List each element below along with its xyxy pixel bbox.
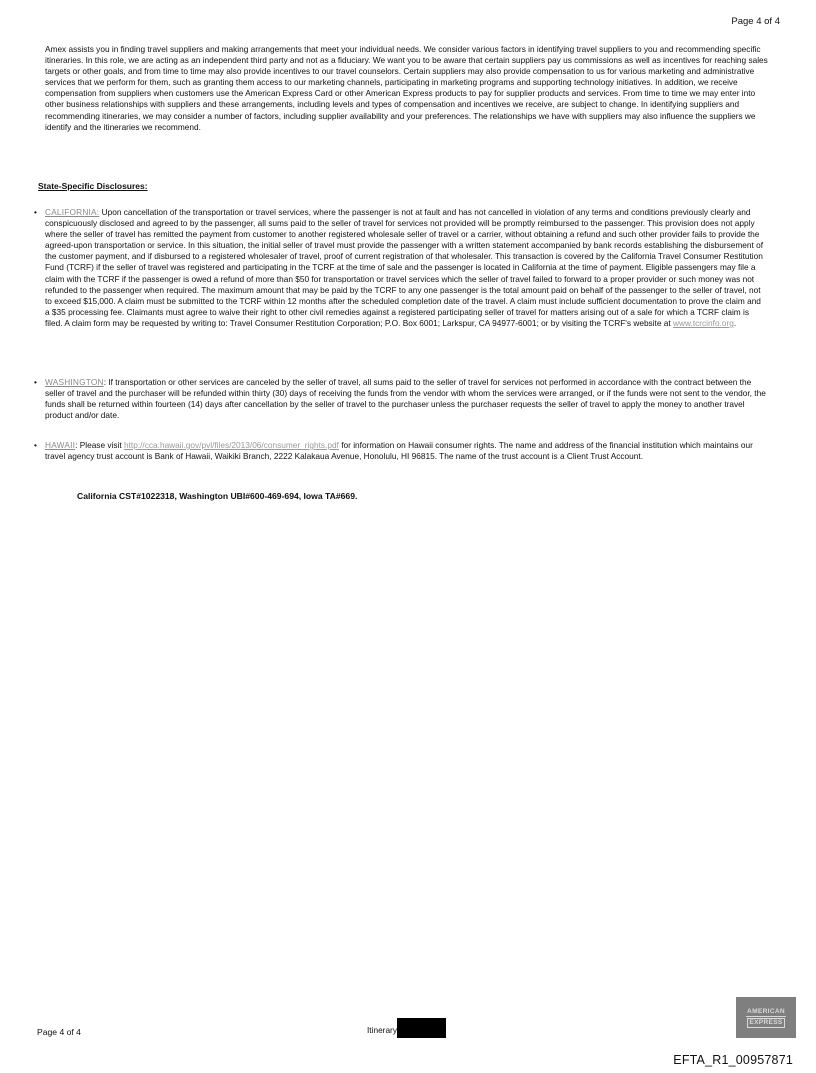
registration-numbers: California CST#1022318, Washington UBI#600-469-694, Iowa TA#669.	[77, 491, 358, 501]
washington-text: : If transportation or other services are canceled by the seller of travel, all sums paid to the seller of travel for services not performed in accordance with the contract between the seller of travel and the purchaser will be refunded within thirty (30) days of receiving the funds from the vendor with whom the services were arranged, or if the funds were not sent to the vendor, the funds shall be returned within fourteen (14) days after cancellation by the seller of travel to the purchaser unless the purchaser requests the seller of travel to apply the money to another travel product and/or date.	[45, 377, 766, 421]
bullet-dot: •	[34, 377, 37, 387]
logo-line-american: AMERICAN	[747, 1007, 785, 1015]
california-disclosure-body	[45, 207, 767, 329]
washington-disclosure-body	[45, 377, 767, 421]
redaction-block	[397, 1018, 446, 1038]
hawaii-text-after: for information on Hawaii consumer rights. The name and address of the financial institution which maintains our travel agency trust account is Bank of Hawaii, Waikiki Branch, 2222 Kalakaua Avenue, Honolulu, HI 96815. The name of the trust account is a Client Trust Account.	[45, 440, 753, 462]
washington-disclosure	[34, 377, 779, 421]
california-end: .	[733, 317, 737, 328]
hawaii-disclosure	[34, 440, 779, 462]
washington-label: WASHINGTON	[45, 377, 104, 387]
bullet-dot: •	[34, 440, 37, 450]
california-text: Upon cancellation of the transportation or travel services, where the passenger is not at fault and has not cancelled in violation of any terms and conditions previously clearly and conspicuously disclosed and agreed to by the passenger, all sums paid to the seller of travel for services not provided will be promptly reimbursed to the passenger. This provision does not apply where the seller of travel has remitted the payment from customer to another registered wholesale seller of travel or a carrier, without obtaining a refund and such other provider fails to provide the agreed-upon transportation or service. In this situation, the initial seller of travel must provide the passenger with a written statement accompanied by bank records establishing the disbursement of the customer payment, and if disbursed to a registered wholesaler of travel, proof of current registration of that wholesaler. This transaction is covered by the California Travel Consumer Restitution Fund (TCRF) if the seller of travel was registered and participating in the TCRF at the time of sale and the passenger is located in California at the time of payment. Eligible passengers may file a claim with the TCRF if the passenger is owed a refund of more than $50 for transportation or travel services which the seller of travel failed to forward to a proper provider or such money was not refunded to the passenger when required. The maximum amount that may be paid by the TCRF to any one passenger is the total amount paid on behalf of the passenger to the seller of travel, not to exceed $15,000. A claim must be submitted to the TCRF within 12 months after the scheduled completion date of the travel. A claim must include sufficient documentation to prove the claim and a $35 processing fee. Claimants must agree to waive their right to other civil remedies against a registered participating seller of travel for matters arising out of a sale for which a TCRF claim is filed. A claim form may be requested by writing to: Travel Consumer Restitution Corporation; P.O. Box 6001; Larkspur, CA 94977-6001; or by visiting the TCRF's website at	[45, 207, 764, 328]
hawaii-text-before: : Please visit	[75, 440, 124, 450]
document-id: EFTA_R1_00957871	[673, 1053, 793, 1067]
itinerary-label: Itinerary	[367, 1025, 397, 1035]
hawaii-consumer-rights-link[interactable]: http://cca.hawaii.gov/pvl/files/2013/06/consumer_rights.pdf	[123, 440, 339, 450]
footer-itinerary	[367, 1018, 446, 1038]
state-disclosures-heading: State-Specific Disclosures:	[38, 181, 148, 191]
logo-line-express: EXPRESS	[749, 1018, 783, 1026]
american-express-logo	[736, 997, 796, 1038]
intro-paragraph: Amex assists you in finding travel suppliers and making arrangements that meet your individual needs. We consider various factors in identifying travel suppliers to you and recommending specific itineraries. In this role, we are acting as an independent third party and not as a fiduciary. We want you to be aware that certain suppliers pay us commissions as well as incentives for reaching sales targets or other goals, and from time to time may also provide incentives to our travel counselors. Certain suppliers may also provide compensation to us for various marketing and administrative services that we perform for them, such as granting them access to our marketing channels, participating in marketing programs and supporting technology initiatives. In addition, we receive compensation from suppliers when customers use the American Express Card or other American Express products to pay for supplier products and services. From time to time we may enter into other business relationships with suppliers and these arrangements, including levels and types of compensation and incentives we receive, are subject to change. In identifying suppliers and recommending itineraries, we may consider a number of factors, including supplier availability and your preferences. The relationships we have with suppliers may also influence the suppliers we identify and the itineraries we recommend.	[45, 44, 768, 132]
footer-page-number: Page 4 of 4	[37, 1027, 81, 1037]
hawaii-label: HAWAII	[45, 440, 76, 450]
california-label: CALIFORNIA:	[45, 207, 100, 217]
tcrf-website-link[interactable]: www.tcrcinfo.org	[673, 317, 734, 328]
page-number-top: Page 4 of 4	[731, 16, 780, 27]
bullet-dot: •	[34, 207, 37, 217]
hawaii-disclosure-body	[45, 440, 767, 462]
california-disclosure	[34, 207, 779, 329]
